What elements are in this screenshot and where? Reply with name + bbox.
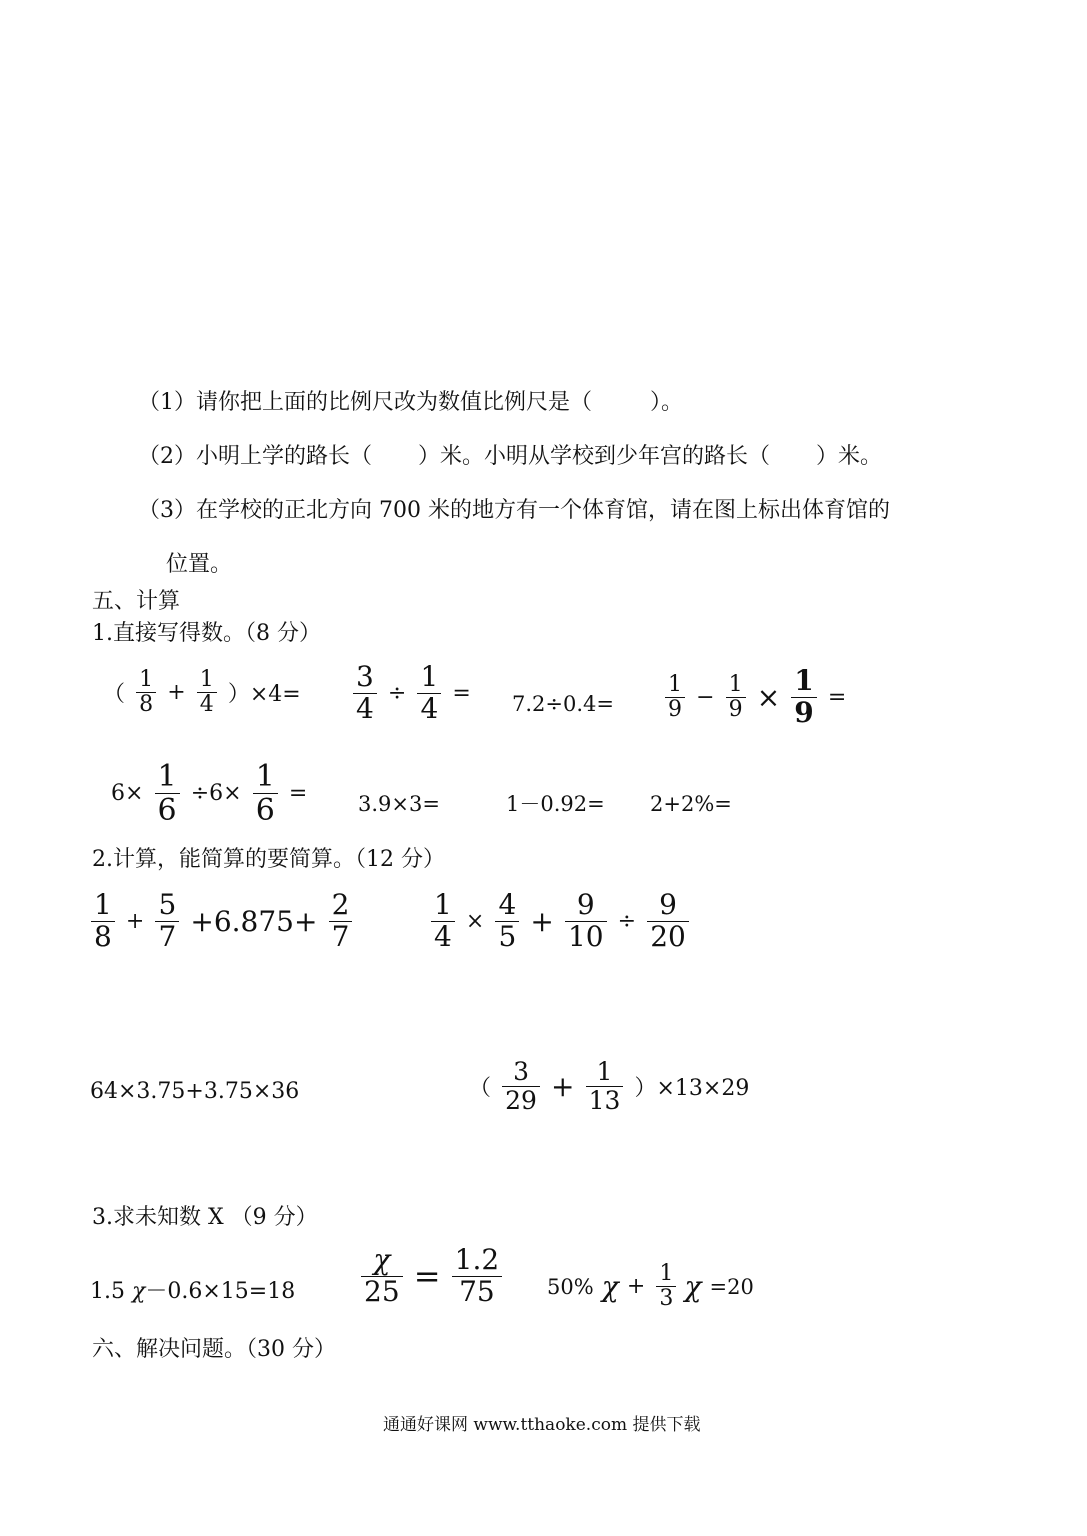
question-3-line-2: 位置。 — [166, 552, 233, 577]
expr-3-1 — [90, 1278, 295, 1306]
part-1-title: 1.直接写得数。（8 分） — [92, 621, 321, 646]
denominator: 75 — [459, 1274, 495, 1308]
fraction — [452, 1245, 503, 1308]
denominator: 9 — [794, 695, 814, 729]
expr-2-1 — [88, 890, 355, 953]
expr-suffix: －0.6×15=18 — [145, 1279, 296, 1304]
part-3-title: 3.求未知数 X （9 分） — [92, 1205, 318, 1230]
fraction — [197, 668, 217, 717]
expr-prefix: 6× — [111, 781, 144, 806]
minus-sign: − — [696, 684, 715, 710]
section-5-title: 五、计算 — [92, 589, 181, 614]
fraction — [417, 662, 441, 725]
right-paren-times: ）×13×29 — [634, 1075, 750, 1101]
plus-sign: + — [125, 908, 145, 934]
expr-prefix: 1.5 — [90, 1279, 125, 1304]
numerator: 1 — [659, 1261, 674, 1286]
question-3-line-1: （3）在学校的正北方向 700 米的地方有一个体育馆，请在图上标出体育馆的 — [138, 498, 890, 523]
fraction — [353, 662, 377, 725]
expr-1-5 — [108, 760, 310, 827]
left-paren: （ — [469, 1075, 492, 1101]
numerator: 1 — [596, 1057, 613, 1086]
question-1-text: （1）请你把上面的比例尺改为数值比例尺是（ — [138, 390, 592, 415]
expr-1-2 — [350, 662, 474, 725]
times-sign: × — [756, 680, 781, 714]
unknown-x: χ — [373, 1243, 391, 1276]
denominator: 4 — [434, 919, 452, 953]
denominator: 9 — [728, 696, 743, 722]
unknown-x: χ — [684, 1270, 702, 1304]
numerator: 1 — [668, 671, 682, 697]
numerator: 4 — [498, 888, 517, 921]
fraction — [329, 890, 353, 953]
fraction — [155, 890, 179, 953]
denominator: 8 — [94, 919, 112, 953]
plus-sign: + — [167, 680, 186, 706]
fraction — [155, 760, 180, 827]
denominator: 29 — [505, 1085, 537, 1115]
numerator: 1 — [728, 671, 743, 697]
denominator: 7 — [158, 919, 177, 953]
equals-sign: = — [827, 684, 847, 710]
fraction — [361, 1245, 403, 1308]
fraction — [586, 1058, 624, 1114]
divide-sign: ÷ — [617, 908, 637, 934]
expr-1-3: 7.2÷0.4= — [512, 692, 614, 716]
expr-3-2 — [358, 1245, 505, 1308]
fraction — [656, 1262, 676, 1311]
left-paren: （ — [103, 682, 126, 708]
question-2 — [138, 443, 882, 471]
numerator: 9 — [576, 888, 595, 921]
divide-sign: ÷ — [387, 680, 407, 706]
times-sign: × — [465, 908, 485, 934]
numerator: 1 — [794, 664, 814, 697]
numerator: 1.2 — [454, 1243, 500, 1276]
denominator: 4 — [356, 691, 374, 725]
fraction — [495, 890, 519, 953]
denominator: 10 — [567, 919, 604, 953]
expr-1-8: 2+2%= — [650, 792, 732, 816]
expr-2-4 — [466, 1058, 752, 1114]
fraction — [502, 1058, 540, 1114]
numerator: 1 — [434, 888, 452, 921]
equals-sign: = — [413, 1257, 441, 1296]
fraction — [431, 890, 455, 953]
numerator: 2 — [331, 888, 350, 921]
numerator: 1 — [255, 759, 275, 794]
question-2-text-b: ）米。小明从学校到少年宫的路长（ — [418, 444, 771, 469]
numerator: 3 — [356, 660, 374, 693]
fraction — [791, 666, 816, 729]
fraction — [253, 760, 278, 827]
denominator: 25 — [364, 1274, 400, 1308]
numerator: 1 — [94, 888, 112, 921]
denominator: 3 — [659, 1286, 674, 1312]
numerator: 1 — [139, 667, 154, 692]
numerator: 1 — [157, 759, 177, 794]
expr-1-6: 3.9×3= — [358, 792, 440, 816]
denominator: 20 — [650, 919, 686, 953]
fraction — [665, 673, 685, 722]
denominator: 7 — [331, 919, 350, 953]
right-paren-times: ）×4= — [227, 682, 301, 708]
denominator: 4 — [199, 692, 214, 718]
expr-2-2 — [428, 890, 692, 953]
expr-middle: ÷6× — [190, 781, 242, 806]
denominator: 4 — [420, 691, 439, 725]
equals-sign: = — [288, 781, 308, 806]
expr-1-4 — [662, 666, 849, 729]
unknown-x: χ — [132, 1279, 146, 1304]
expr-middle: +6.875+ — [190, 904, 318, 938]
numerator: 9 — [659, 888, 677, 921]
fraction — [91, 890, 115, 953]
numerator: 3 — [513, 1057, 529, 1086]
expr-prefix: 50% — [547, 1274, 594, 1299]
denominator: 8 — [139, 692, 154, 718]
expr-2-3: 64×3.75+3.75×36 — [90, 1079, 300, 1104]
numerator: 5 — [158, 888, 177, 921]
section-6-title: 六、解决问题。（30 分） — [92, 1337, 336, 1362]
plus-sign: + — [551, 1069, 575, 1103]
equals-sign: = — [452, 680, 471, 706]
numerator: 1 — [199, 667, 214, 692]
question-2-text-c: ）米。 — [816, 444, 883, 469]
expr-3-3 — [544, 1262, 757, 1311]
plus-sign: + — [626, 1274, 646, 1300]
denominator: 6 — [255, 793, 275, 828]
expr-1-1 — [100, 668, 304, 717]
page-footer: 通通好课网 www.tthaoke.com 提供下载 — [383, 1415, 701, 1435]
question-2-text-a: （2）小明上学的路长（ — [138, 444, 372, 469]
fraction — [647, 890, 689, 953]
fraction — [726, 673, 746, 722]
part-2-title: 2.计算，能简算的要简算。（12 分） — [92, 847, 445, 872]
denominator: 9 — [668, 696, 682, 722]
denominator: 5 — [498, 919, 517, 953]
unknown-x: χ — [601, 1270, 619, 1304]
fraction — [136, 668, 156, 717]
expr-1-7: 1－0.92= — [506, 792, 605, 816]
numerator: 1 — [420, 660, 439, 693]
denominator: 6 — [157, 793, 177, 828]
plus-sign: + — [530, 904, 554, 938]
expr-suffix: =20 — [709, 1274, 754, 1299]
question-1-end: ）。 — [650, 390, 684, 415]
denominator: 13 — [588, 1085, 621, 1115]
question-1 — [138, 389, 683, 417]
fraction — [565, 890, 607, 953]
